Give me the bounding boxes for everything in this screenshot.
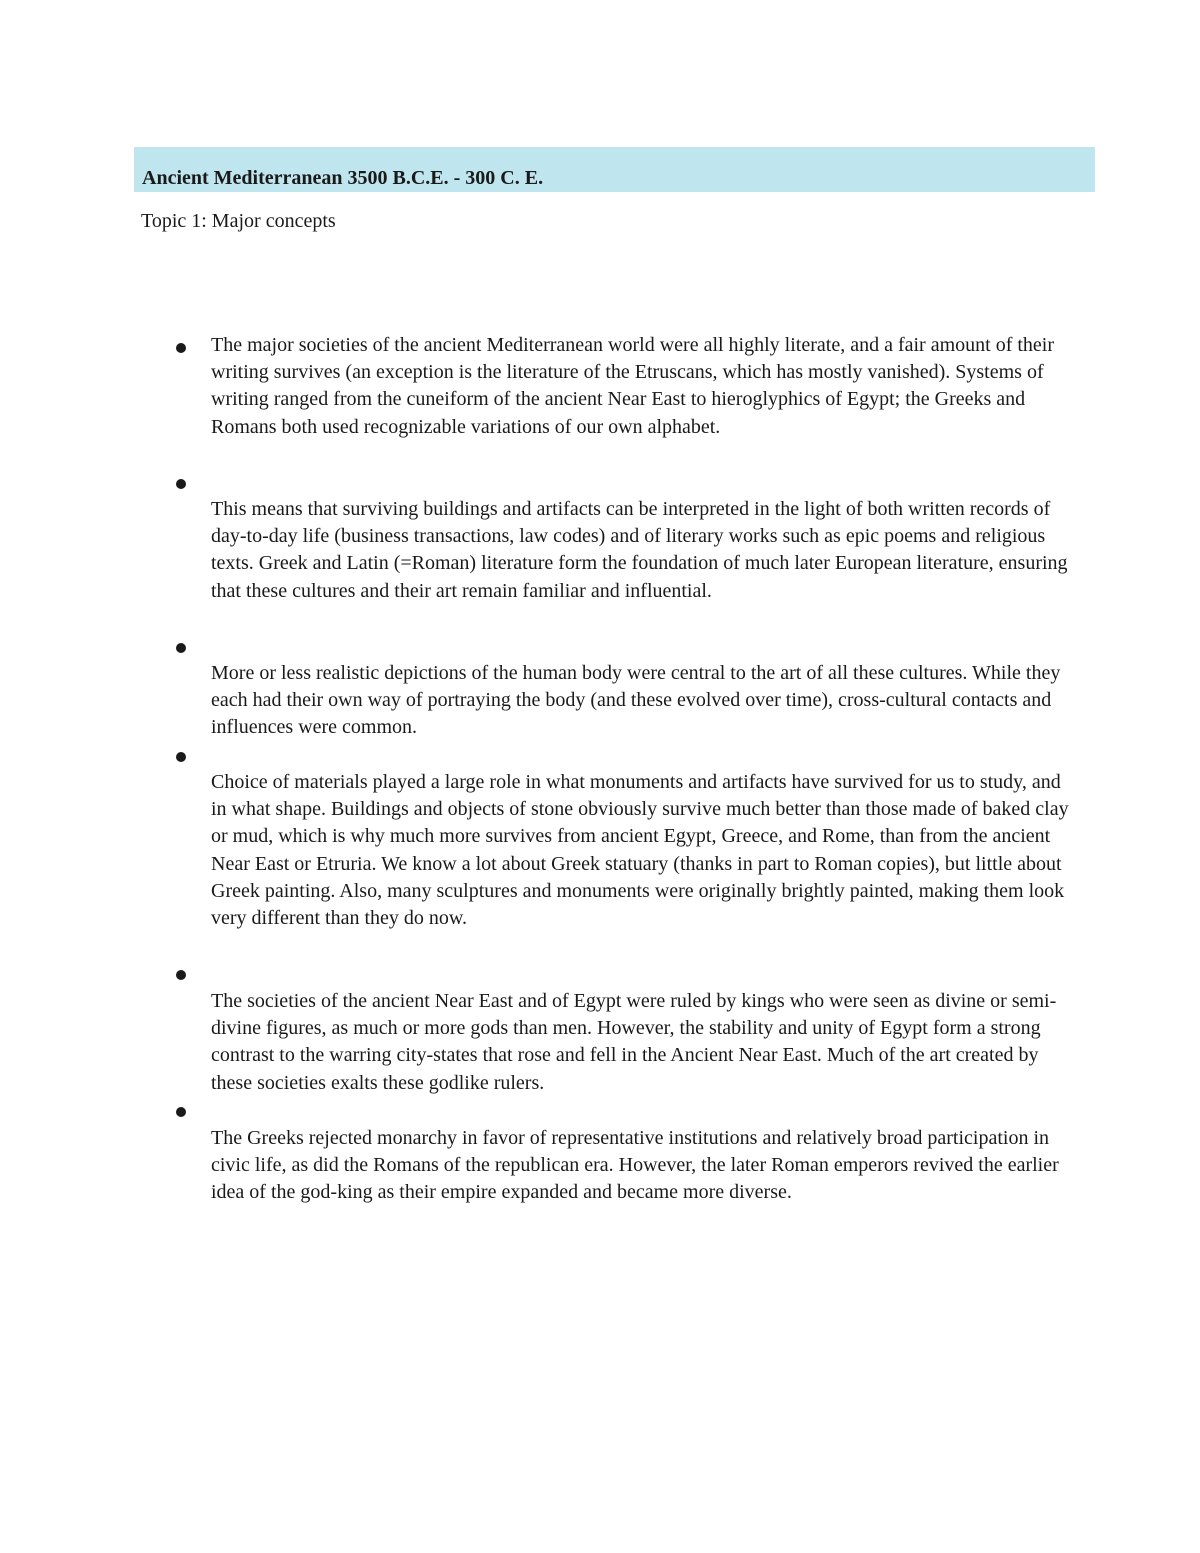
title-banner — [134, 147, 1095, 192]
bullet-icon — [176, 1107, 186, 1117]
concept-item: Choice of materials played a large role in what monuments and artifacts have survived for us to study, and in what shape. Buildings and objects of stone obviously survive much better than those made of baked clay or mud, which is why much more survives from ancient Egypt, Greece, and Rome, than from the ancient Near East or Etruria. We know a lot about Greek statuary (thanks in part to Roman copies), but little about Greek painting. Also, many sculptures and monuments were originally brightly painted, making them look very different than they do now. — [211, 771, 1069, 930]
concept-item: This means that surviving buildings and artifacts can be interpreted in the light of both written records of day-to-day life (business transactions, law codes) and of literary works such as epic poems and religious texts. Greek and Latin (=Roman) literature form the foundation of much later European literature, ensuring that these cultures and their art remain familiar and influential. — [211, 498, 1068, 602]
bullet-icon — [176, 970, 186, 980]
concept-item: More or less realistic depictions of the human body were central to the art of all these cultures. While they each had their own way of portraying the body (and these evolved over time), cross-cultural contacts and influences were common. — [211, 662, 1061, 739]
bullet-icon — [176, 643, 186, 653]
document-title: Ancient Mediterranean 3500 B.C.E. - 300 C. E. — [142, 167, 544, 189]
concept-item: The major societies of the ancient Mediterranean world were all highly literate, and a fair amount of their writing survives (an exception is the literature of the Etruscans, which has mostly vanished). Systems of writing ranged from the cuneiform of the ancient Near East to hieroglyphics of Egypt; the Greeks and Romans both used recognizable variations of our own alphabet. — [211, 334, 1054, 438]
bullet-icon — [176, 752, 186, 762]
concept-item: The Greeks rejected monarchy in favor of representative institutions and relatively broad participation in civic life, as did the Romans of the republican era. However, the later Roman emperors revived the earlier idea of the god-king as their empire expanded and became more diverse. — [211, 1127, 1059, 1204]
topic-heading: Topic 1: Major concepts — [141, 210, 336, 232]
bullet-icon — [176, 343, 186, 353]
concept-item: The societies of the ancient Near East and of Egypt were ruled by kings who were seen as divine or semi-divine figures, as much or more gods than men. However, the stability and unity of Egypt form a strong contrast to the warring city-states that rose and fell in the Ancient Near East. Much of the art created by these societies exalts these godlike rulers. — [211, 990, 1057, 1094]
bullet-icon — [176, 479, 186, 489]
